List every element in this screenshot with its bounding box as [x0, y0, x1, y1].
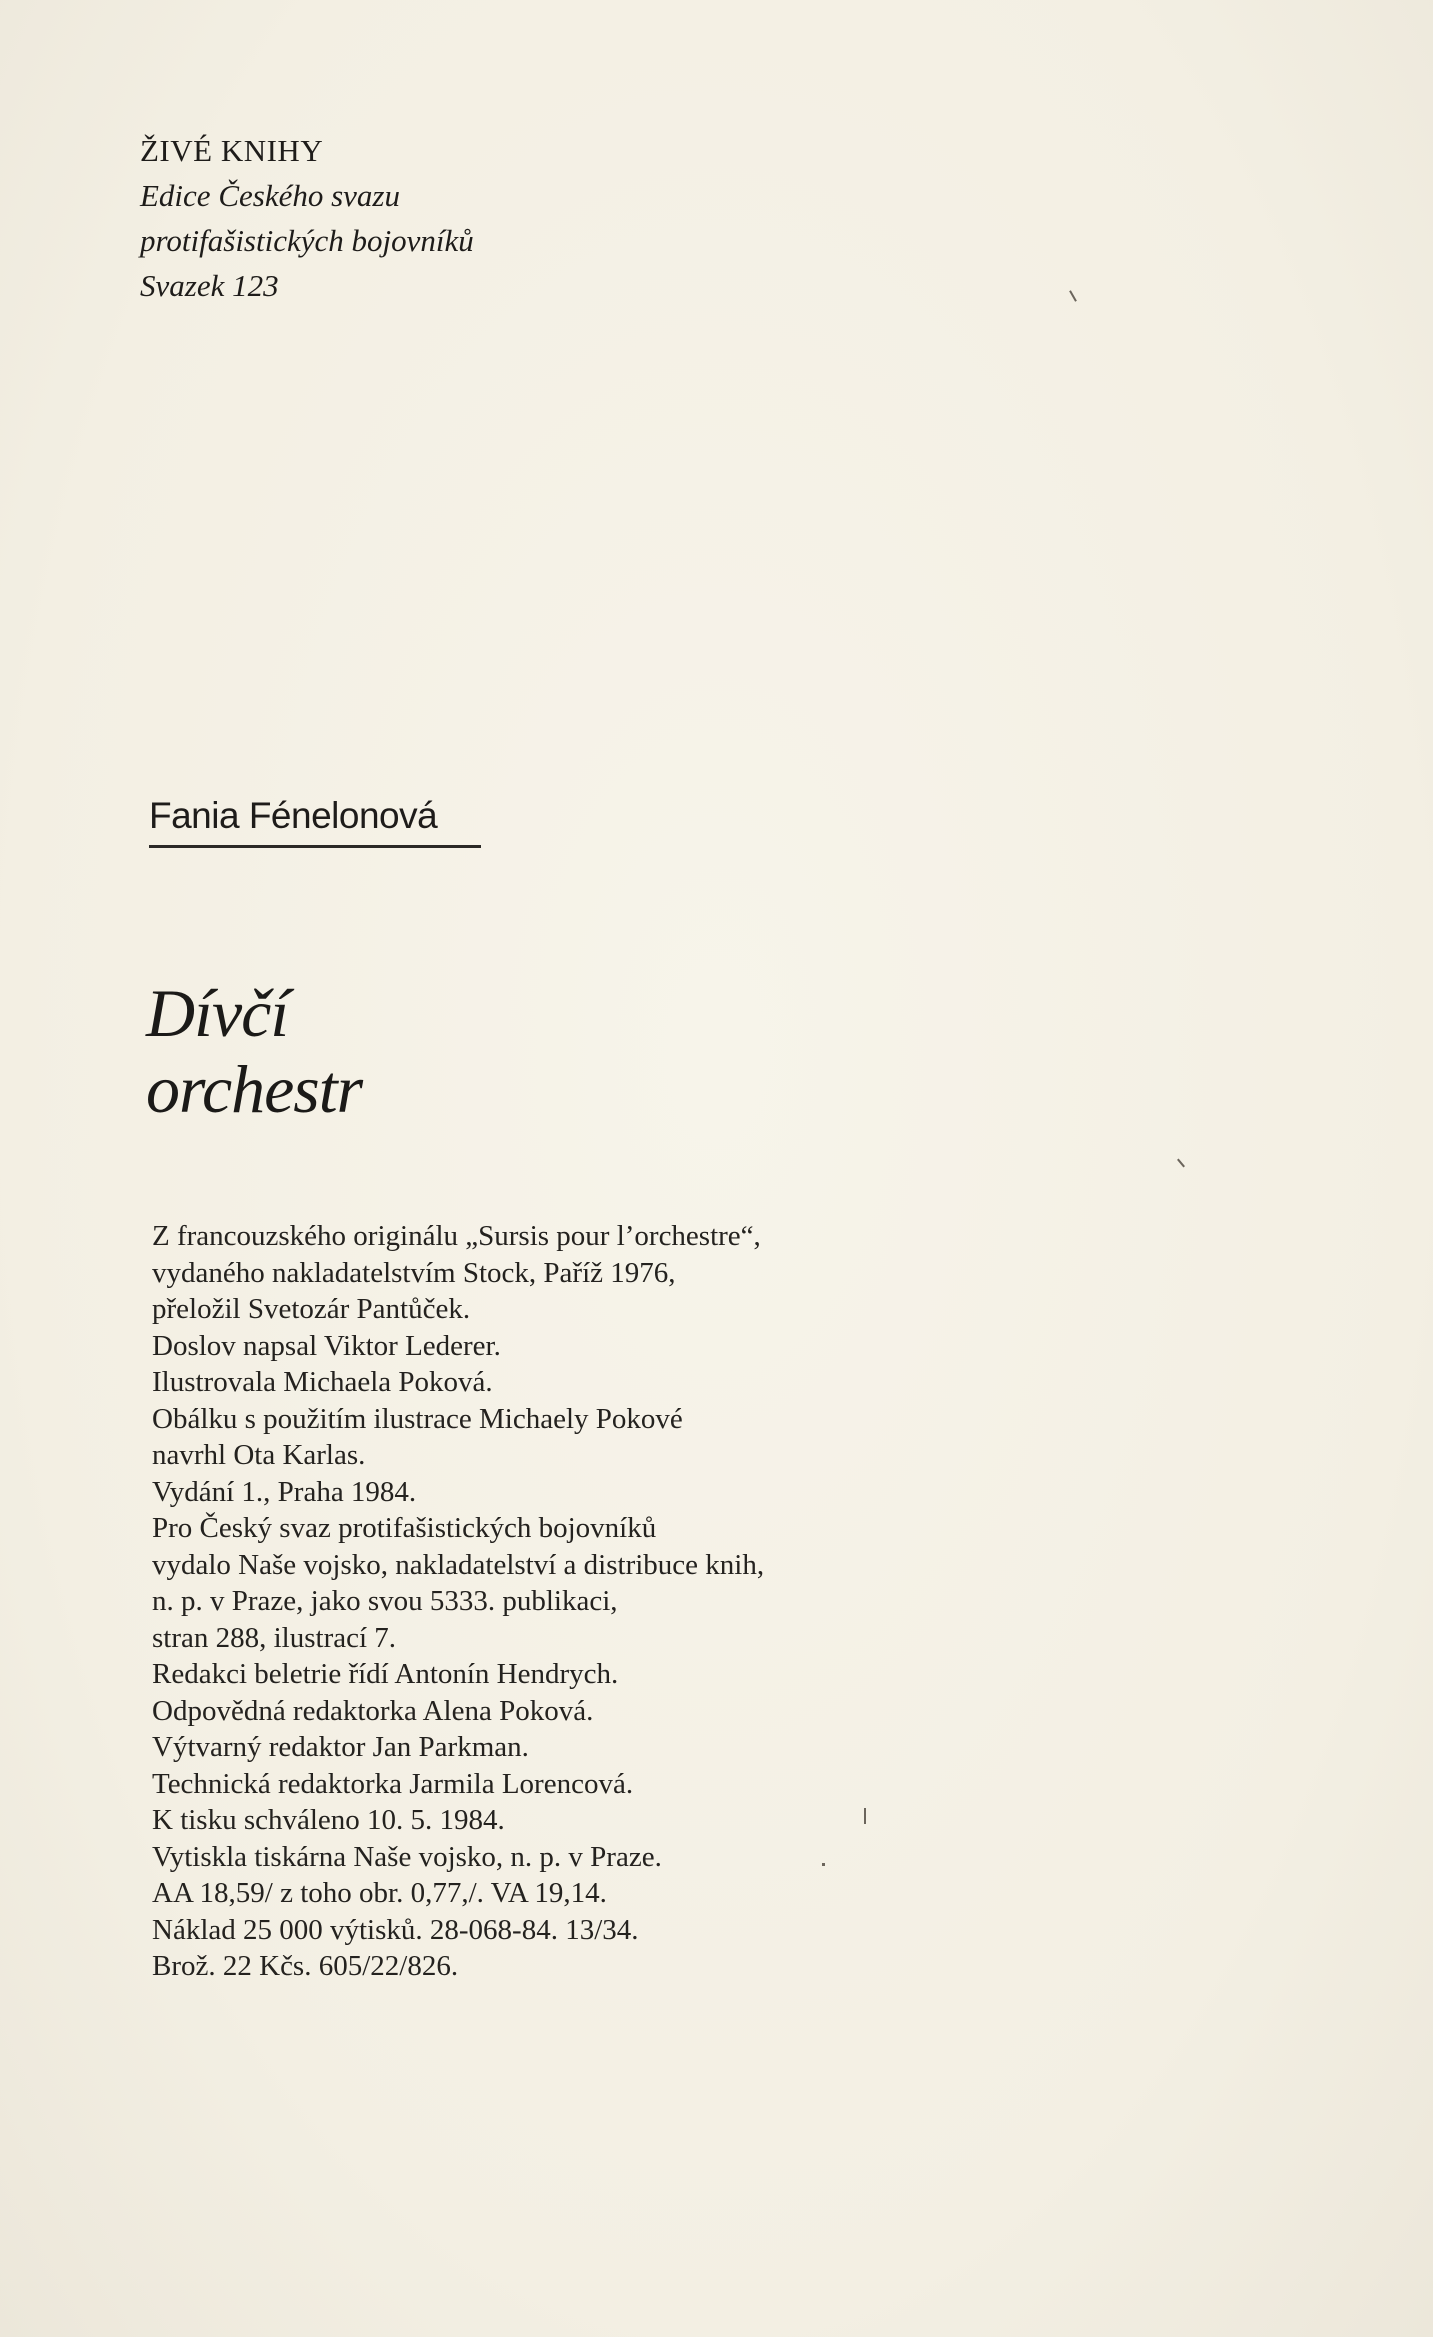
book-title-line-2: orchestr — [146, 1051, 363, 1127]
paper-speck — [1069, 290, 1077, 301]
imprint-line: stran 288, ilustrací 7. — [152, 1621, 397, 1654]
imprint-line: Doslov napsal Viktor Lederer. — [152, 1329, 501, 1362]
paper-speck — [1177, 1159, 1185, 1168]
imprint-line: Technická redaktorka Jarmila Lorencová. — [152, 1767, 634, 1800]
series-block — [140, 128, 474, 308]
imprint-line: Redakci beletrie řídí Antonín Hendrych. — [152, 1658, 619, 1690]
imprint-line: navrhl Ota Karlas. — [152, 1439, 366, 1471]
series-edition-line-2: protifašistických bojovníků — [140, 223, 474, 258]
author-name: Fania Fénelonová — [149, 795, 481, 848]
imprint-block — [152, 1218, 764, 1985]
imprint-line: Vytiskla tiskárna Naše vojsko, n. p. v Praze. — [152, 1840, 662, 1873]
imprint-line: K tisku schváleno 10. 5. 1984. — [152, 1804, 505, 1836]
imprint-line: Pro Český svaz protifašistických bojovníků — [152, 1512, 657, 1544]
imprint-line: Vydání 1., Praha 1984. — [152, 1475, 417, 1508]
imprint-line: Náklad 25 000 výtisků. 28-068-84. 13/34. — [152, 1913, 639, 1946]
book-title — [146, 975, 362, 1127]
imprint-line: n. p. v Praze, jako svou 5333. publikaci, — [152, 1585, 618, 1617]
imprint-line: Obálku s použitím ilustrace Michaely Pokové — [152, 1402, 683, 1435]
imprint-line: vydaného nakladatelstvím Stock, Paříž 1976, — [152, 1256, 676, 1289]
series-volume: Svazek 123 — [140, 268, 279, 303]
book-title-line-1: Dívčí — [146, 975, 289, 1051]
imprint-line: Brož. 22 Kčs. 605/22/826. — [152, 1950, 459, 1982]
imprint-line: Z francouzského originálu „Sursis pour l’orchestre“, — [152, 1220, 761, 1252]
series-name: ŽIVÉ KNIHY — [140, 133, 324, 168]
imprint-line: Odpovědná redaktorka Alena Poková. — [152, 1694, 594, 1727]
series-edition-line-1: Edice Českého svazu — [140, 178, 400, 213]
imprint-line: přeložil Svetozár Pantůček. — [152, 1293, 471, 1325]
imprint-line: Výtvarný redaktor Jan Parkman. — [152, 1731, 529, 1763]
imprint-line: AA 18,59/ z toho obr. 0,77,/. VA 19,14. — [152, 1877, 607, 1909]
imprint-line: vydalo Naše vojsko, nakladatelství a distribuce knih, — [152, 1548, 765, 1581]
paper-speck — [864, 1808, 866, 1824]
paper-speck — [822, 1863, 825, 1866]
imprint-line: Ilustrovala Michaela Poková. — [152, 1366, 493, 1398]
